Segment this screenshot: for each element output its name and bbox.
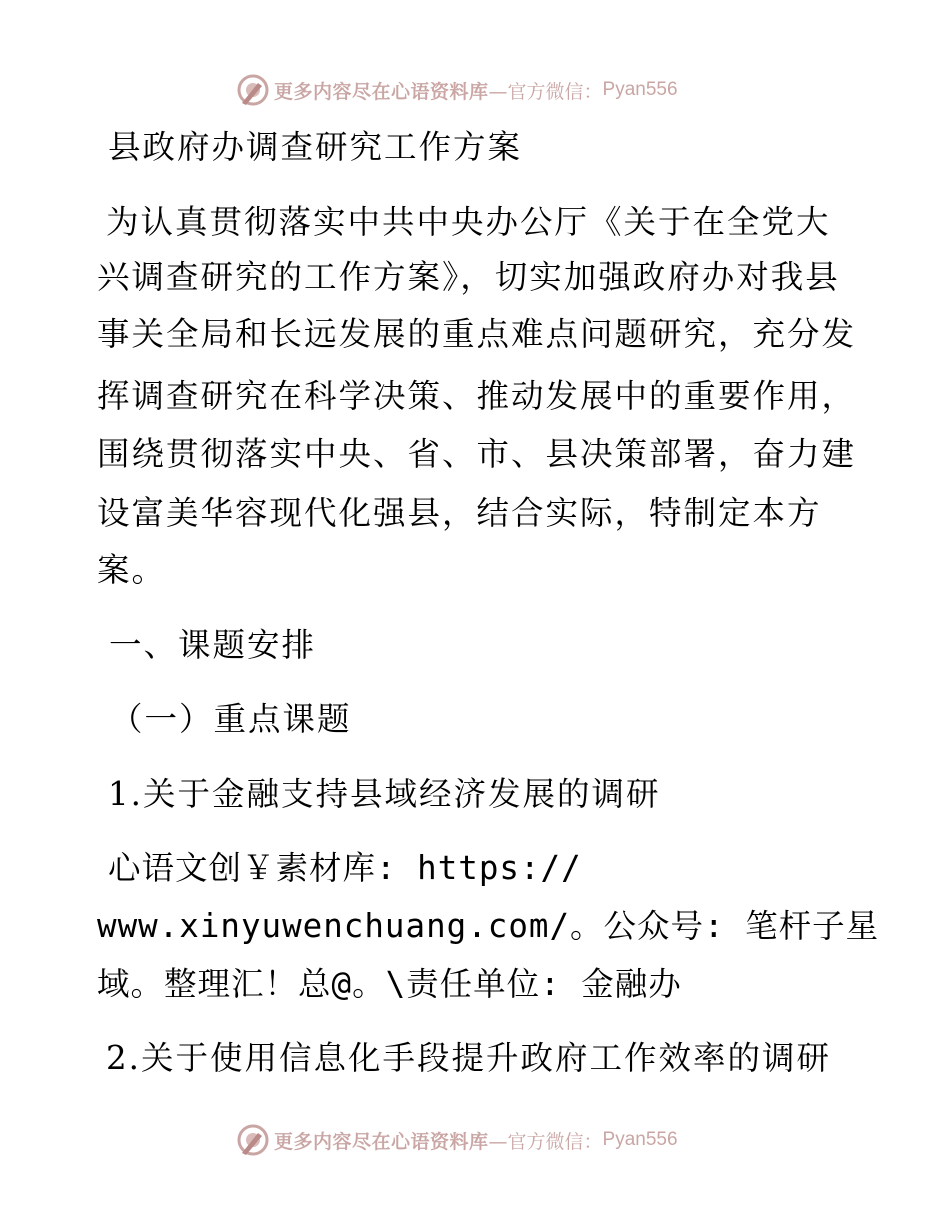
intro-line-5: 围绕贯彻落实中央、省、市、县决策部署，奋力建 xyxy=(97,435,857,473)
banner-separator: —官方微信： xyxy=(488,80,603,103)
banner-wechat-id: Pyan556 xyxy=(602,79,678,100)
intro-line-4: 挥调查研究在科学决策、推动发展中的重要作用， xyxy=(97,377,857,415)
pen-logo-icon xyxy=(236,1123,270,1157)
intro-line-2: 兴调查研究的工作方案》，切实加强政府办对我县 xyxy=(97,258,840,296)
banner-text: 更多内容尽在心语资料库 xyxy=(274,80,489,103)
header-watermark-banner xyxy=(236,72,678,108)
note-line-2: www.xinyuwenchuang.com/。公众号: 笔杆子星 xyxy=(97,907,880,945)
note-line-1: 心语文创￥素材库: https:// xyxy=(108,849,582,887)
intro-line-1: 为认真贯彻落实中共中央办公厅《关于在全党大 xyxy=(106,203,831,241)
banner-wechat-id: Pyan556 xyxy=(602,1129,678,1150)
banner-separator: —官方微信： xyxy=(488,1130,603,1153)
pen-logo-icon xyxy=(236,73,270,107)
section-heading-1: 一、课题安排 xyxy=(109,626,317,664)
list-item-2: 2.关于使用信息化手段提升政府工作效率的调研 xyxy=(106,1039,832,1077)
banner-text: 更多内容尽在心语资料库 xyxy=(274,1130,489,1153)
intro-line-3: 事关全局和长远发展的重点难点问题研究，充分发 xyxy=(97,315,857,353)
list-item-1: 1.关于金融支持县域经济发展的调研 xyxy=(108,775,661,813)
note-line-3: 域。整理汇！总@。\责任单位: 金融办 xyxy=(97,965,682,1003)
intro-line-7: 案。 xyxy=(97,551,167,589)
intro-line-6: 设富美华容现代化强县，结合实际，特制定本方 xyxy=(97,494,822,532)
subsection-heading-1: （一）重点课题 xyxy=(110,700,352,738)
footer-watermark-banner xyxy=(236,1122,678,1158)
page-title: 县政府办调查研究工作方案 xyxy=(108,128,523,166)
